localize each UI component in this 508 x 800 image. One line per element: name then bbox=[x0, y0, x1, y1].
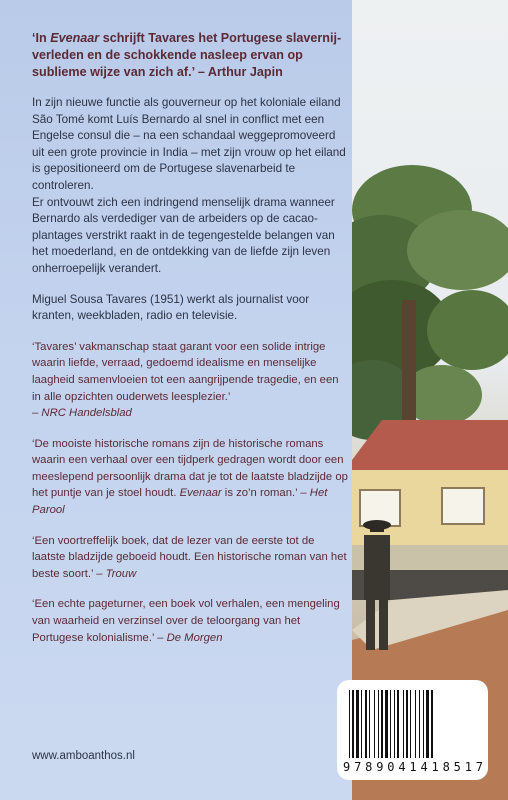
review-quote bbox=[32, 436, 350, 519]
barcode-bars bbox=[349, 690, 476, 758]
isbn-digit: 8 bbox=[442, 760, 450, 774]
isbn-digit: 7 bbox=[354, 760, 362, 774]
review-quote bbox=[32, 339, 350, 422]
isbn-digit: 7 bbox=[475, 760, 483, 774]
summary-paragraph: Er ontvouwt zich een indringend menselijk drama wanneer Bernardo als verdediger van de arbeiders op de cacao-plantages verstrikt raakt in de tegengestelde belangen van het moederland, en de ontdekking van de liefde zijn leven onherroepelijk verandert. bbox=[32, 195, 335, 275]
quote-text: is zo’n roman.’ bbox=[221, 487, 301, 500]
review-quote bbox=[32, 596, 350, 646]
publisher-website[interactable]: www.amboanthos.nl bbox=[32, 750, 135, 762]
quote-text: ‘De mooiste historische romans zijn de historische romans waarin een verhaal over een tijdperk gedragen wordt door een meeslepend persoonlijk drama dat je tot de laatste bladzijde op het puntje van je stoel houdt. bbox=[32, 437, 348, 500]
quote-text: ‘Tavares’ vakmanschap staat garant voor een solide intrige waarin liefde, verraad, gedoemd idealisme en menselijke laagheid samenvloeien tot een aangrijpende tragedie, en een in alle opzichten ouderwets leesplezier.’ bbox=[32, 340, 339, 403]
quote-text: ‘Een echte pageturner, een boek vol verhalen, een mengeling van waarheid en verzinsel over de teloorgang van het Portugese kolonialisme.’ bbox=[32, 598, 340, 644]
quote-attribution: – Arthur Japin bbox=[194, 65, 283, 79]
isbn-barcode bbox=[337, 680, 488, 780]
isbn-digit: 1 bbox=[464, 760, 472, 774]
back-cover-text bbox=[32, 30, 350, 646]
isbn-digit: 1 bbox=[431, 760, 439, 774]
quote-source: – NRC Handelsblad bbox=[32, 407, 132, 420]
review-quote bbox=[32, 533, 350, 583]
isbn-digit: 9 bbox=[343, 760, 351, 774]
quote-source: – De Morgen bbox=[157, 631, 223, 644]
isbn-digit: 1 bbox=[409, 760, 417, 774]
featured-quote bbox=[32, 30, 350, 81]
quote-source: – Trouw bbox=[96, 567, 137, 580]
isbn-digit: 9 bbox=[376, 760, 384, 774]
isbn-digit: 5 bbox=[453, 760, 461, 774]
quote-title: Evenaar bbox=[179, 487, 222, 500]
isbn-digit: 8 bbox=[365, 760, 373, 774]
quote-title: Evenaar bbox=[50, 31, 100, 45]
summary-paragraph: In zijn nieuwe functie als gouverneur op het koloniale eiland São Tomé komt Luís Bernardo al snel in conflict met een Engelse consul die – na een schandaal weggepromoveerd uit een grote provincie in India – met zijn vrouw op het eiland is gepositioneerd om de Portugese slavenarbeid te controleren. bbox=[32, 96, 346, 192]
author-bio: Miguel Sousa Tavares (1951) werkt als journalist voor kranten, weekbladen, radio en televisie. bbox=[32, 292, 310, 323]
quote-text: ‘In bbox=[32, 31, 51, 45]
isbn-digit: 4 bbox=[420, 760, 428, 774]
quote-text: ‘Een voortreffelijk boek, dat de lezer van de eerste tot de laatste bladzijde geboeid houdt. Een historische roman van het beste soort.’ bbox=[32, 534, 347, 580]
quote-source: – Het Parool bbox=[32, 487, 328, 517]
isbn-digit: 0 bbox=[387, 760, 395, 774]
isbn-digits bbox=[343, 760, 483, 774]
isbn-digit: 4 bbox=[398, 760, 406, 774]
quote-text: schrijft Tavares het Portugese slavernij-verleden en de schokkende nasleep ervan op sublieme wijze van zich af.’ bbox=[32, 31, 342, 79]
